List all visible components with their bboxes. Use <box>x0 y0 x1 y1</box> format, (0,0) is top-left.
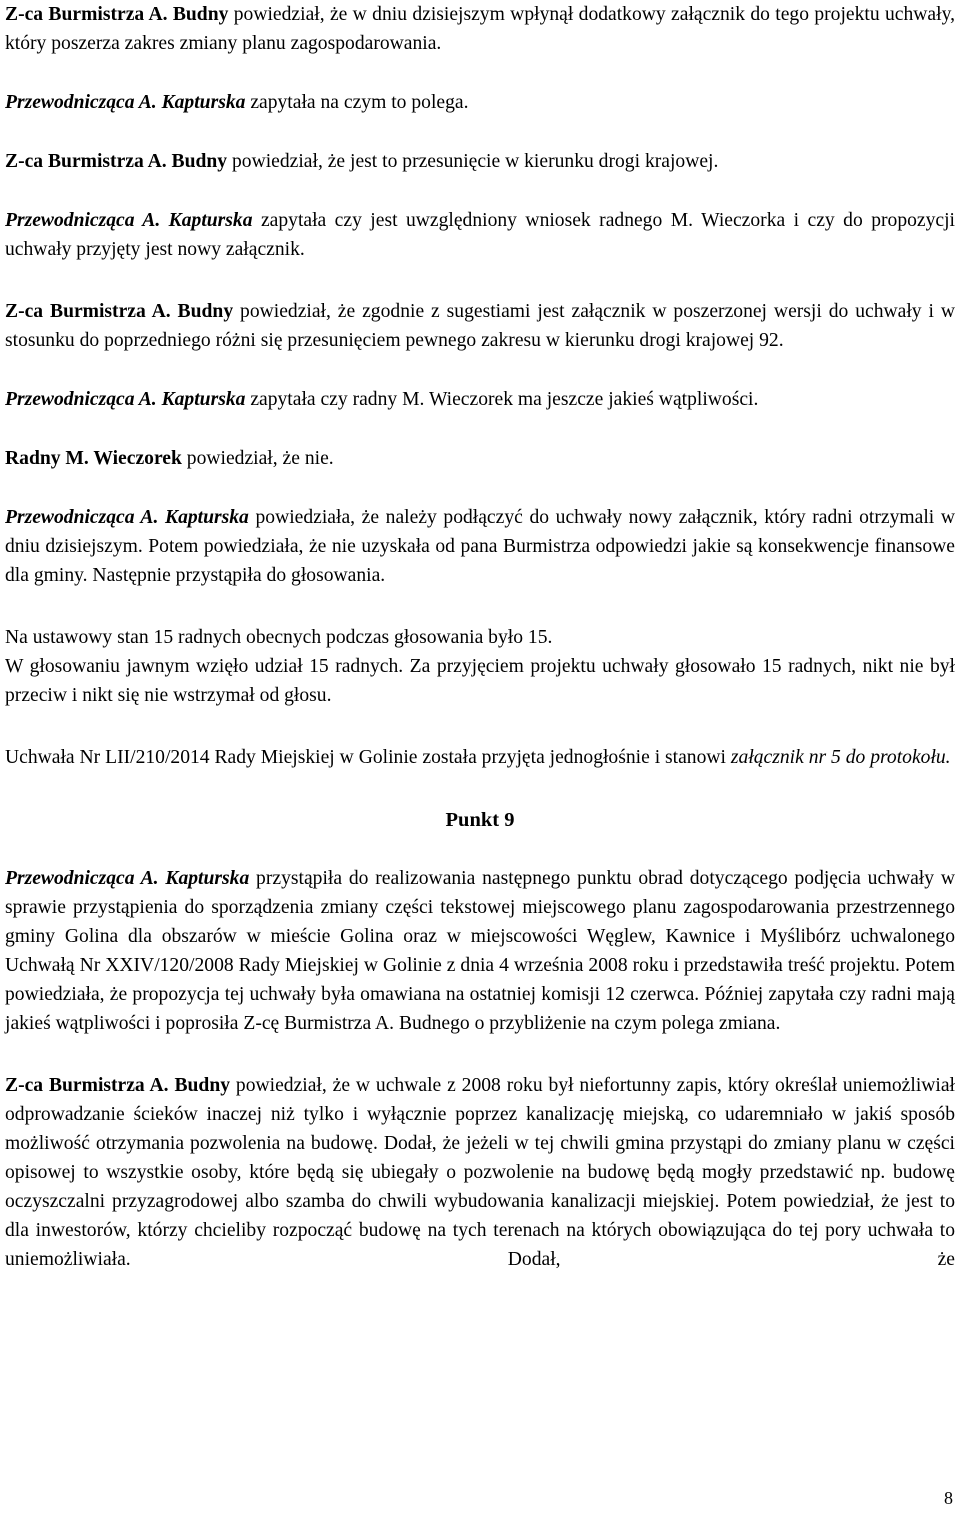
section-heading: Punkt 9 <box>445 809 515 831</box>
speaker-name: Z-ca Burmistrza A. Budny <box>5 301 234 322</box>
speaker-name: Z-ca Burmistrza A. Budny <box>5 4 229 25</box>
paragraph-text: przystąpiła do realizowania następnego punktu obrad dotyczącego podjęcia uchwały w sprawie przystąpienia do sporządzenia zmiany części tekstowej miejscowego planu zagospodarowania przestrzennego gminy Golina dla obszarów w mieście Golina oraz w miejscowości Węglew, Kawnice i Myślibórz uchwalonego Uchwałą Nr XXIV/120/2008 Rady Miejskiej w Golinie z dnia 4 września 2008 roku i przedstawiła treść projektu. Potem powiedziała, że propozycja tej uchwały była omawiana na ostatniej komisji 12 czerwca. Później zapytała czy radni mają jakieś wątpliwości i poprosiła Z-cę Burmistrza A. Budnego o przybliżenie na czym polega zmiana. <box>5 868 955 1034</box>
page-number: 8 <box>944 1488 953 1508</box>
speaker-name: Przewodnicząca A. Kapturska <box>5 92 246 113</box>
paragraph-budny-2008 <box>5 1071 955 1274</box>
paragraph-budny-extended <box>5 297 955 355</box>
paragraph-text: powiedział, że zgodnie z sugestiami jest załącznik w poszerzonej wersji do uchwały i w stosunku do poprzedniego różni się przesunięciem pewnego zakresu w kierunku drogi krajowej 92. <box>5 301 956 351</box>
attachment-reference: załącznik nr 5 do protokołu. <box>730 747 951 768</box>
paragraph-resolution-adopted <box>5 743 955 772</box>
paragraph-budny-attachment <box>5 0 955 58</box>
paragraph-text: zapytała na czym to polega. <box>245 92 469 113</box>
paragraph-kapturska-doubts <box>5 385 955 414</box>
speaker-name: Przewodnicząca A. Kapturska <box>5 389 246 410</box>
paragraph-kapturska-point9 <box>5 864 955 1038</box>
paragraph-text: powiedział, że nie. <box>181 448 334 469</box>
paragraph-kapturska-question <box>5 88 955 117</box>
speaker-name: Z-ca Burmistrza A. Budny <box>5 1075 231 1096</box>
paragraph-wieczorek-answer <box>5 444 955 473</box>
paragraph-kapturska-voting <box>5 503 955 590</box>
paragraph-text: powiedział, że jest to przesunięcie w kierunku drogi krajowej. <box>227 151 719 172</box>
paragraph-budny-shift <box>5 147 955 176</box>
paragraph-text: powiedział, że w uchwale z 2008 roku był niefortunny zapis, który określał uniemożliwiał odprowadzanie ścieków inaczej niż tylko i wyłącznie poprzez kanalizację miejską, co udaremniało w jakiś sposób możliwość otrzymania pozwolenia na budowę. Dodał, że jeżeli w tej chwili gmina przystąpi do zmiany planu w części opisowej to wszystkie osoby, które będą się ubiegały o pozwolenie na budowę będą mogły przedstawić np. budowę oczyszczalni przyzagrodowej albo szamba do chwili wybudowania kanalizacji miejskiej. Potem powiedział, że jest to dla inwestorów, którzy chcieliby rozpocząć budowę na tych terenach na których obowiązująca do tej pory uchwała to uniemożliwiała. Dodał, że <box>5 1075 955 1270</box>
paragraph-text: Uchwała Nr LII/210/2014 Rady Miejskiej w Golinie została przyjęta jednogłośnie i stanowi <box>5 747 731 768</box>
paragraph-quorum: Na ustawowy stan 15 radnych obecnych podczas głosowania było 15. <box>5 627 553 648</box>
paragraph-text: powiedział, że w dniu dzisiejszym wpłynął dodatkowy załącznik do tego projektu uchwały, który poszerza zakres zmiany planu zagospodarowania. <box>5 4 955 54</box>
speaker-name: Radny M. Wieczorek <box>5 448 182 469</box>
paragraph-kapturska-wieczorek <box>5 206 955 264</box>
speaker-name: Z-ca Burmistrza A. Budny <box>5 151 228 172</box>
paragraph-vote-result: W głosowaniu jawnym wzięło udział 15 radnych. Za przyjęciem projektu uchwały głosowało 15 radnych, nikt nie był przeciw i nikt się nie wstrzymał od głosu. <box>5 656 955 706</box>
paragraph-text: zapytała czy radny M. Wieczorek ma jeszcze jakieś wątpliwości. <box>245 389 759 410</box>
paragraph-text: zapytała czy jest uwzględniony wniosek radnego M. Wieczorka i czy do propozycji uchwały przyjęty jest nowy załącznik. <box>5 210 955 260</box>
document-page <box>5 0 955 1274</box>
paragraph-text: powiedziała, że należy podłączyć do uchwały nowy załącznik, który radni otrzymali w dniu dzisiejszym. Potem powiedziała, że nie uzyskała od pana Burmistrza odpowiedzi jakie są konsekwencje finansowe dla gminy. Następnie przystąpiła do głosowania. <box>5 507 955 586</box>
speaker-name: Przewodnicząca A. Kapturska <box>5 507 249 528</box>
speaker-name: Przewodnicząca A. Kapturska <box>5 210 253 231</box>
speaker-name: Przewodnicząca A. Kapturska <box>5 868 250 889</box>
